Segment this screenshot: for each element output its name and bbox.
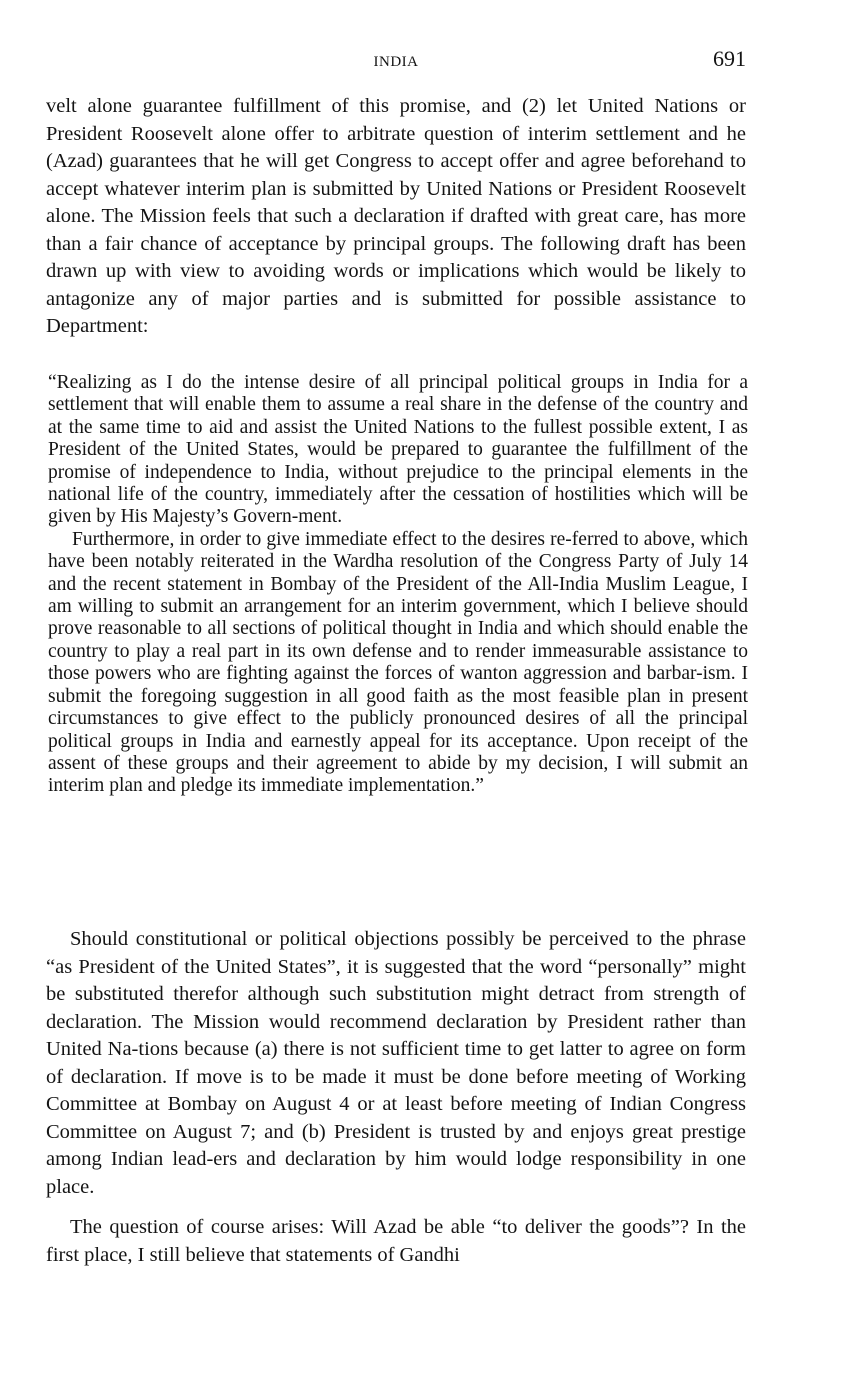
page-header — [46, 46, 746, 76]
body-paragraph-1: velt alone guarantee fulfillment of this promise, and (2) let United Nations or President Roosevelt alone offer to arbitrate question of interim settlement and he (Azad) guarantees that he will get Congress to accept offer and agree beforehand to accept whatever interim plan is submitted by United Nations or President Roosevelt alone. The Mission feels that such a declaration if drafted with great care, has more than a fair chance of acceptance by principal groups. The following draft has been drawn up with view to avoiding words or implications which would be likely to antagonize any of major parties and is submitted for possible assistance to Department: — [46, 95, 746, 337]
body-paragraph-2-block — [46, 926, 746, 1201]
running-head: INDIA — [373, 54, 419, 70]
body-paragraph-3: The question of course arises: Will Azad be able “to deliver the goods”? In the first place, I still believe that statements of Gandhi — [46, 1216, 746, 1266]
quoted-draft-declaration — [48, 372, 748, 798]
quote-paragraph-2: Furthermore, in order to give immediate effect to the desires re-ferred to above, which have been notably reiterated in the Wardha resolution of the Congress Party of July 14 and the recent statement in Bombay of the President of the All-India Muslim League, I am willing to submit an arrangement for an interim government, which I believe should prove reasonable to all sections of political thought in India and which should enable the country to play a real part in its own defense and to render immeasurable assistance to those powers who are fighting against the forces of wanton aggression and barbar-ism. I submit the foregoing suggestion in all good faith as the most feasible plan in present circumstances to give effect to the publicly pronounced desires of all the principal political groups in India and earnestly appeal for its acceptance. Upon receipt of the assent of these groups and their agreement to abide by my decision, I will submit an interim plan and pledge its immediate implementation.” — [48, 528, 748, 797]
page-number: 691 — [713, 46, 746, 71]
quote-paragraph-1: “Realizing as I do the intense desire of all principal political groups in India for a settlement that will enable them to assume a real share in the defense of the country and at the same time to aid and assist the United Nations to the fullest possible extent, I as President of the United States, would be prepared to guarantee the fulfillment of the promise of independence to India, without prejudice to the principal elements in the national life of the country, immediately after the cessation of hostilities which will be given by His Majesty’s Govern-ment. — [48, 372, 748, 528]
body-paragraph-3-block — [46, 1214, 746, 1269]
body-paragraph-1-block — [46, 93, 746, 341]
body-paragraph-2: Should constitutional or political objections possibly be perceived to the phrase “as President of the United States”, it is suggested that the word “personally” might be substituted therefor although such substitution might detract from strength of declaration. The Mission would recommend declaration by President rather than United Na-tions because (a) there is not sufficient time to get latter to agree on form of declaration. If move is to be made it must be done before meeting of Working Committee at Bombay on August 4 or at least before meeting of Indian Congress Committee on August 7; and (b) President is trusted by and enjoys great prestige among Indian lead-ers and declaration by him would lodge responsibility in one place. — [46, 928, 746, 1198]
